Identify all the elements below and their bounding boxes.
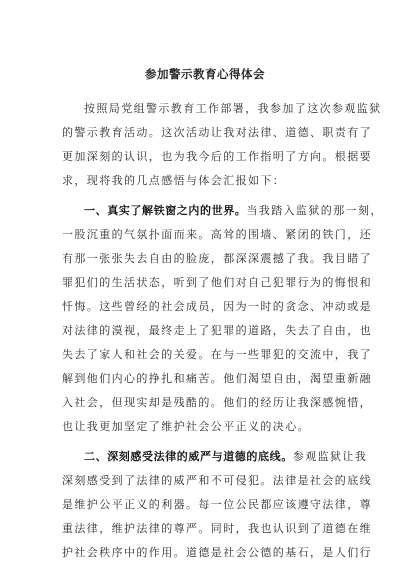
document-body <box>62 97 383 565</box>
section2-first-line-text: 参观监狱让我 <box>292 450 368 463</box>
document-title: 参加警示教育心得体会 <box>145 67 265 81</box>
intro-line: 的警示教育活动。这次活动让我对法律、道德、职责有了 <box>62 126 372 139</box>
section1-first-line-text: 当我踏入监狱的那一刻， <box>246 204 383 217</box>
section1-line: 忏悔。这些曾经的社会成员，因为一时的贪念、冲动或是 <box>62 300 372 313</box>
intro-line: 求，现将我的几点感悟与体会汇报如下： <box>62 174 286 187</box>
section1-line: 失去了家人和社会的关爱。在与一些罪犯的交流中，我了 <box>62 348 372 361</box>
section1-line: 有那一张张失去自由的脸庞，都深深震撼了我。我目睹了 <box>62 252 372 265</box>
section1-line: 罪犯们的生活状态，听到了他们对自己犯罪行为的悔恨和 <box>62 276 372 289</box>
section1-line: 一股沉重的气氛扑面而来。高耸的围墙、紧闭的铁门，还 <box>62 228 372 241</box>
section1-first-line <box>62 199 383 223</box>
section1-heading: 一、真实了解铁窗之内的世界。 <box>84 204 247 217</box>
section2-line: 深刻感受到了法律的威严和不可侵犯。法律是社会的底线 <box>62 474 372 487</box>
intro-line: 按照局党组警示教育工作部署，我参加了这次参观监狱 <box>84 102 382 115</box>
section2-line: 护社会秩序中的作用。道德是社会公德的基石，是人们行 <box>62 546 372 559</box>
section1-line: 解到他们内心的挣扎和痛苦。他们渴望自由，渴望重新融 <box>62 372 372 385</box>
section2-line: 是维护公平正义的利器。每一位公民都应该遵守法律，尊 <box>62 498 372 511</box>
section2-line: 重法律，维护法律的尊严。同时，我也认识到了道德在维 <box>62 522 372 535</box>
section1-line: 对法律的漠视，最终走上了犯罪的道路，失去了自由，也 <box>62 324 372 337</box>
intro-line: 更加深刻的认识，也为我今后的工作指明了方向。根据要 <box>62 150 372 163</box>
section1-line: 也让我更加坚定了维护社会公平正义的决心。 <box>62 420 310 433</box>
section1-line: 入社会，但现实却是残酷的。他们的经历让我深感惋惜， <box>62 396 372 409</box>
section2-first-line <box>62 445 368 469</box>
section2-heading: 二、深刻感受法律的威严与道德的底线。 <box>84 450 293 463</box>
